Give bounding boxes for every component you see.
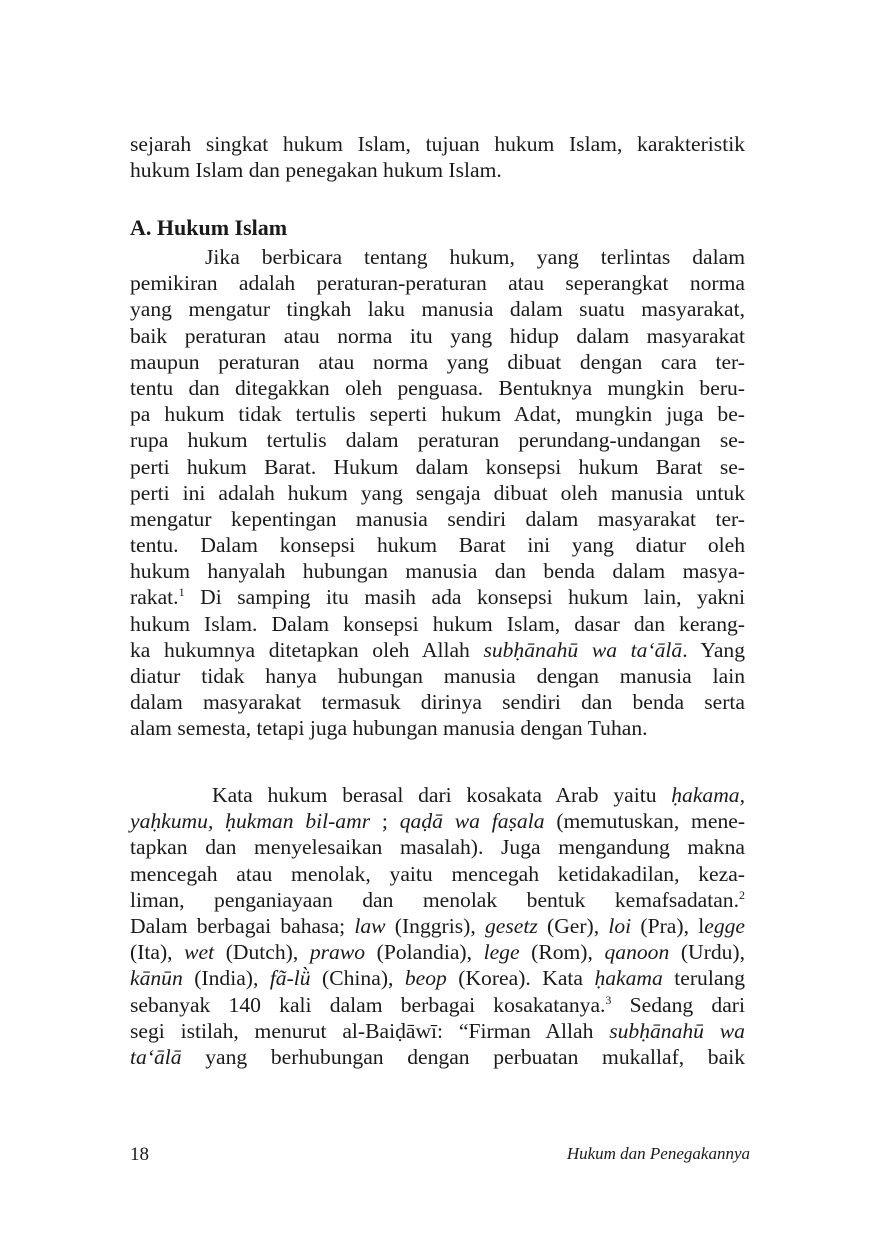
- footnote-marker[interactable]: 3: [605, 992, 612, 1007]
- text-run: (Ita),: [130, 940, 185, 965]
- text-run: (memutuskan, mene-: [544, 809, 746, 834]
- text-line: tentu. Dalam konsepsi hukum Barat ini yang diatur oleh: [130, 533, 745, 558]
- text-run: (China),: [310, 966, 405, 991]
- text-run: (Polandia),: [365, 940, 484, 965]
- text-line: mengatur kepentingan manusia sendiri dalam masyarakat ter-: [130, 506, 745, 531]
- text-run: (Inggris),: [385, 913, 485, 938]
- text-run: segi istilah, menurut al-Baiḍāwī: “Firman Allah: [130, 1018, 610, 1043]
- text-run: (Dutch),: [214, 940, 310, 965]
- italic-term: fã-lǜ: [269, 966, 311, 991]
- text-line: [130, 992, 745, 1018]
- text-line: dalam masyarakat termasuk dirinya sendiri dan benda serta: [130, 690, 745, 715]
- paragraph-hukum-islam: [130, 244, 745, 742]
- italic-term: prawo: [309, 940, 366, 965]
- page-number: 18: [130, 1144, 149, 1165]
- text-run: (Pra), l: [631, 913, 705, 938]
- paragraph-etimologi: [130, 782, 745, 1070]
- text-line: tentu dan ditegakkan oleh penguasa. Bentuknya mungkin beru-: [130, 375, 745, 400]
- text-line: [130, 782, 745, 808]
- italic-term: law: [354, 913, 386, 938]
- text-line: maupun peraturan atau norma yang dibuat dengan cara ter-: [130, 349, 745, 374]
- text-run: ;: [370, 809, 400, 834]
- text-line: [130, 913, 745, 939]
- text-run: terulang: [662, 966, 745, 991]
- running-footer-title: Hukum dan Penegakannya: [566, 1144, 750, 1163]
- text-line: perti ini adalah hukum yang sengaja dibuat oleh manusia untuk: [130, 480, 745, 505]
- italic-term: beop: [404, 966, 447, 991]
- text-run: liman, penganiayaan dan menolak bentuk kemafsadatan.: [130, 887, 739, 912]
- text-line: yang mengatur tingkah laku manusia dalam suatu masyarakat,: [130, 297, 745, 322]
- italic-term: qanoon: [604, 940, 670, 965]
- text-run: Kata hukum berasal dari kosakata Arab yaitu: [212, 783, 672, 807]
- italic-term: kānūn: [130, 966, 183, 991]
- text-line: mencegah atau menolak, yaitu mencegah ketidakadilan, keza-: [130, 861, 745, 886]
- text-line: [130, 939, 745, 965]
- italic-term: yaḥkumu, ḥukman bil-amr: [130, 809, 371, 834]
- italic-term: loi: [608, 913, 632, 938]
- text-line: [130, 965, 745, 991]
- footnote-marker[interactable]: 1: [178, 585, 185, 600]
- italic-term: ḥakama: [594, 966, 663, 991]
- italic-term: subḥānahū wa ta‘ālā: [483, 637, 683, 662]
- text-line: [130, 584, 745, 610]
- text-run: (Ger),: [537, 913, 609, 938]
- text-line: tapkan dan menyelesaikan masalah). Juga mengandung makna: [130, 835, 745, 860]
- text-line: perti hukum Barat. Hukum dalam konsepsi hukum Barat se-: [130, 454, 745, 479]
- text-line: [130, 1044, 745, 1070]
- italic-term: egge: [704, 913, 745, 938]
- italic-term: ḥakama,: [671, 783, 745, 807]
- italic-term: wet: [184, 940, 215, 965]
- text-line: [130, 887, 745, 913]
- text-run: (Korea). Kata: [446, 966, 595, 991]
- text-line: hukum Islam dan penegakan hukum Islam.: [130, 158, 502, 183]
- italic-term: lege: [483, 940, 520, 965]
- section-heading: A. Hukum Islam: [130, 215, 288, 240]
- italic-term: subḥānahū wa: [609, 1018, 745, 1043]
- text-run: sebanyak 140 kali dalam berbagai kosakatanya.: [130, 992, 606, 1017]
- text-run: (India),: [182, 966, 270, 991]
- footnote-marker[interactable]: 2: [739, 887, 745, 902]
- text-line: hukum hanyalah hubungan manusia dan benda dalam masya-: [130, 559, 745, 584]
- text-run: (Urdu),: [669, 940, 746, 965]
- text-run: rakat.: [130, 585, 179, 610]
- text-run: (Rom),: [519, 940, 605, 965]
- text-run: ka hukumnya ditetapkan oleh Allah: [130, 637, 484, 662]
- text-line: pemikiran adalah peraturan-peraturan atau seperangkat norma: [130, 271, 745, 296]
- text-run: Dalam berbagai bahasa;: [130, 913, 355, 938]
- text-line: alam semesta, tetapi juga hubungan manusia dengan Tuhan.: [130, 716, 648, 741]
- italic-term: gesetz: [484, 913, 538, 938]
- text-run: . Yang: [682, 637, 746, 662]
- text-line: diatur tidak hanya hubungan manusia dengan manusia lain: [130, 664, 745, 688]
- intro-paragraph: [130, 131, 745, 183]
- text-line: pa hukum tidak tertulis seperti hukum Adat, mungkin juga be-: [130, 402, 745, 427]
- text-run: Sedang dari: [611, 992, 745, 1017]
- text-line: [130, 1018, 745, 1044]
- text-line: [130, 808, 745, 834]
- text-run: yang berhubungan dengan perbuatan mukallaf, baik: [181, 1044, 745, 1069]
- text-line: baik peraturan atau norma itu yang hidup dalam masyarakat: [130, 323, 745, 348]
- italic-term: ta‘ālā: [130, 1044, 182, 1069]
- text-line: hukum Islam. Dalam konsepsi hukum Islam, dasar dan kerang-: [130, 611, 745, 636]
- text-line: rupa hukum tertulis dalam peraturan perundang-undangan se-: [130, 428, 745, 453]
- text-line: sejarah singkat hukum Islam, tujuan hukum Islam, karakteristik: [130, 132, 745, 156]
- italic-term: qaḍā wa faṣala: [399, 809, 545, 834]
- text-line: [130, 637, 745, 663]
- text-line: Jika berbicara tentang hukum, yang terlintas dalam: [205, 245, 745, 269]
- text-run: Di samping itu masih ada konsepsi hukum lain, yakni: [184, 585, 745, 610]
